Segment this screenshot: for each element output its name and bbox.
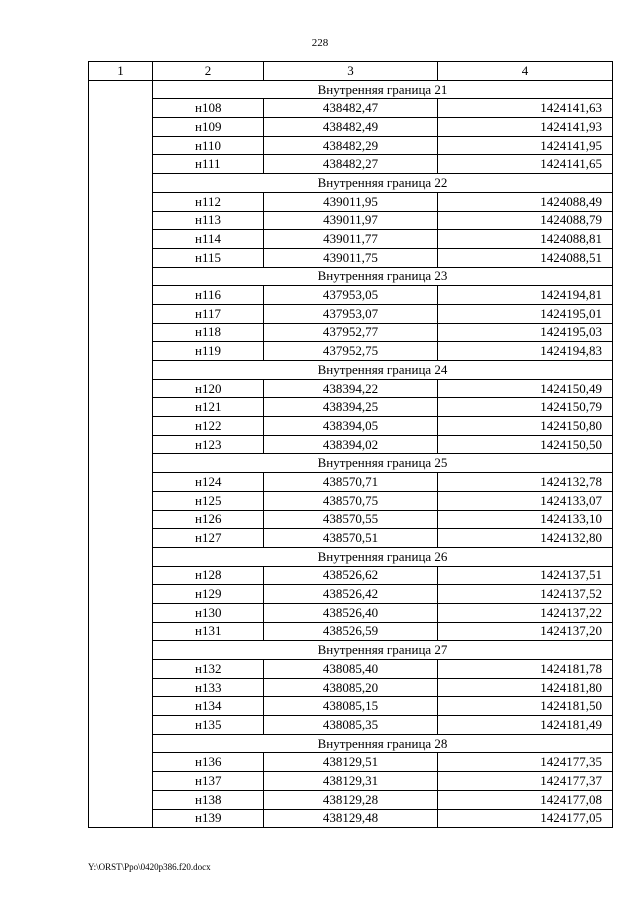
table-row	[89, 155, 613, 174]
coord-x-cell: 439011,95	[264, 192, 438, 211]
coord-x-cell: 438482,27	[264, 155, 438, 174]
point-id-cell: н121	[153, 398, 264, 417]
coord-x-cell: 438085,40	[264, 660, 438, 679]
coord-y-cell: 1424181,78	[438, 660, 613, 679]
coord-y-cell: 1424132,80	[438, 529, 613, 548]
section-row	[89, 361, 613, 380]
point-id-cell: н129	[153, 585, 264, 604]
table-row	[89, 809, 613, 828]
point-id-cell: н109	[153, 118, 264, 137]
point-id-cell: н133	[153, 678, 264, 697]
coord-x-cell: 438482,49	[264, 118, 438, 137]
point-id-cell: н122	[153, 417, 264, 436]
coord-x-cell: 438526,62	[264, 566, 438, 585]
point-id-cell: н111	[153, 155, 264, 174]
point-id-cell: н137	[153, 772, 264, 791]
coord-y-cell: 1424150,80	[438, 417, 613, 436]
table-row	[89, 192, 613, 211]
coord-x-cell: 439011,97	[264, 211, 438, 230]
coord-x-cell: 438085,15	[264, 697, 438, 716]
coord-y-cell: 1424133,07	[438, 491, 613, 510]
coord-x-cell: 437953,07	[264, 304, 438, 323]
coord-y-cell: 1424181,49	[438, 716, 613, 735]
coord-y-cell: 1424137,22	[438, 603, 613, 622]
coord-x-cell: 438129,31	[264, 772, 438, 791]
section-row	[89, 734, 613, 753]
header-col-2: 2	[153, 62, 264, 81]
table-row	[89, 697, 613, 716]
coord-y-cell: 1424141,63	[438, 99, 613, 118]
coord-y-cell: 1424194,83	[438, 342, 613, 361]
point-id-cell: н117	[153, 304, 264, 323]
coord-x-cell: 438394,05	[264, 417, 438, 436]
section-row	[89, 80, 613, 99]
point-id-cell: н120	[153, 379, 264, 398]
table-row	[89, 99, 613, 118]
coord-x-cell: 437952,77	[264, 323, 438, 342]
file-path-footer: Y:\ORST\Ppo\0420p386.f20.docx	[88, 862, 211, 872]
coord-y-cell: 1424137,52	[438, 585, 613, 604]
point-id-cell: н134	[153, 697, 264, 716]
coord-x-cell: 438394,02	[264, 435, 438, 454]
section-row	[89, 454, 613, 473]
section-title: Внутренняя граница 28	[153, 734, 613, 753]
coord-y-cell: 1424150,50	[438, 435, 613, 454]
coord-x-cell: 438129,28	[264, 790, 438, 809]
coord-x-cell: 438570,71	[264, 473, 438, 492]
point-id-cell: н128	[153, 566, 264, 585]
point-id-cell: н126	[153, 510, 264, 529]
page-number: 228	[311, 37, 329, 49]
coord-y-cell: 1424181,50	[438, 697, 613, 716]
section-title: Внутренняя граница 25	[153, 454, 613, 473]
coord-y-cell: 1424133,10	[438, 510, 613, 529]
coord-x-cell: 438526,59	[264, 622, 438, 641]
point-id-cell: н139	[153, 809, 264, 828]
point-id-cell: н124	[153, 473, 264, 492]
coord-y-cell: 1424088,49	[438, 192, 613, 211]
coord-y-cell: 1424195,01	[438, 304, 613, 323]
coord-x-cell: 438085,35	[264, 716, 438, 735]
coord-x-cell: 438394,25	[264, 398, 438, 417]
table-row	[89, 136, 613, 155]
table-row	[89, 772, 613, 791]
coord-x-cell: 438085,20	[264, 678, 438, 697]
coord-x-cell: 438570,55	[264, 510, 438, 529]
table-row	[89, 211, 613, 230]
section-row	[89, 267, 613, 286]
table-row	[89, 286, 613, 305]
table-row	[89, 491, 613, 510]
table-row	[89, 603, 613, 622]
table-row	[89, 566, 613, 585]
point-id-cell: н131	[153, 622, 264, 641]
coord-y-cell: 1424195,03	[438, 323, 613, 342]
table-header-row	[89, 62, 613, 81]
coord-y-cell: 1424177,08	[438, 790, 613, 809]
table-row	[89, 753, 613, 772]
table-row	[89, 118, 613, 137]
table-row	[89, 529, 613, 548]
table-row	[89, 510, 613, 529]
point-id-cell: н116	[153, 286, 264, 305]
coord-x-cell: 437952,75	[264, 342, 438, 361]
coord-y-cell: 1424132,78	[438, 473, 613, 492]
table-row	[89, 248, 613, 267]
coord-y-cell: 1424194,81	[438, 286, 613, 305]
section-title: Внутренняя граница 26	[153, 547, 613, 566]
coord-y-cell: 1424088,81	[438, 230, 613, 249]
coord-x-cell: 438526,40	[264, 603, 438, 622]
header-col-4: 4	[438, 62, 613, 81]
section-title: Внутренняя граница 22	[153, 174, 613, 193]
section-title: Внутренняя граница 23	[153, 267, 613, 286]
table-row	[89, 304, 613, 323]
coord-y-cell: 1424141,95	[438, 136, 613, 155]
coord-x-cell: 439011,77	[264, 230, 438, 249]
point-id-cell: н138	[153, 790, 264, 809]
point-id-cell: н108	[153, 99, 264, 118]
table-row	[89, 790, 613, 809]
coord-x-cell: 438570,51	[264, 529, 438, 548]
point-id-cell: н119	[153, 342, 264, 361]
coord-x-cell: 438129,51	[264, 753, 438, 772]
coord-x-cell: 438570,75	[264, 491, 438, 510]
coord-y-cell: 1424141,93	[438, 118, 613, 137]
coord-y-cell: 1424088,79	[438, 211, 613, 230]
coord-y-cell: 1424181,80	[438, 678, 613, 697]
table-row	[89, 342, 613, 361]
table-row	[89, 660, 613, 679]
table-row	[89, 622, 613, 641]
coord-y-cell: 1424088,51	[438, 248, 613, 267]
coord-x-cell: 438394,22	[264, 379, 438, 398]
table-row	[89, 417, 613, 436]
coord-y-cell: 1424177,05	[438, 809, 613, 828]
table-row	[89, 398, 613, 417]
coordinates-table	[88, 61, 613, 828]
point-id-cell: н127	[153, 529, 264, 548]
point-id-cell: н135	[153, 716, 264, 735]
coord-y-cell: 1424177,35	[438, 753, 613, 772]
coord-y-cell: 1424150,49	[438, 379, 613, 398]
point-id-cell: н125	[153, 491, 264, 510]
coord-x-cell: 438482,29	[264, 136, 438, 155]
table-row	[89, 473, 613, 492]
table-body	[89, 62, 613, 828]
point-id-cell: н118	[153, 323, 264, 342]
table-row	[89, 379, 613, 398]
coord-x-cell: 438482,47	[264, 99, 438, 118]
table-row	[89, 585, 613, 604]
point-id-cell: н112	[153, 192, 264, 211]
point-id-cell: н132	[153, 660, 264, 679]
point-id-cell: н110	[153, 136, 264, 155]
coord-x-cell: 439011,75	[264, 248, 438, 267]
coord-y-cell: 1424141,65	[438, 155, 613, 174]
table-row	[89, 323, 613, 342]
point-id-cell: н113	[153, 211, 264, 230]
coord-x-cell: 438129,48	[264, 809, 438, 828]
point-id-cell: н115	[153, 248, 264, 267]
section-row	[89, 547, 613, 566]
section-row	[89, 641, 613, 660]
coord-y-cell: 1424137,20	[438, 622, 613, 641]
section-title: Внутренняя граница 21	[153, 80, 613, 99]
section-title: Внутренняя граница 27	[153, 641, 613, 660]
coord-y-cell: 1424137,51	[438, 566, 613, 585]
header-col-3: 3	[264, 62, 438, 81]
coord-y-cell: 1424177,37	[438, 772, 613, 791]
section-title: Внутренняя граница 24	[153, 361, 613, 380]
point-id-cell: н114	[153, 230, 264, 249]
table-row	[89, 716, 613, 735]
point-id-cell: н123	[153, 435, 264, 454]
section-row	[89, 174, 613, 193]
col-1-empty-cell	[89, 80, 153, 828]
coord-y-cell: 1424150,79	[438, 398, 613, 417]
header-col-1: 1	[89, 62, 153, 81]
table-row	[89, 678, 613, 697]
point-id-cell: н130	[153, 603, 264, 622]
coord-x-cell: 438526,42	[264, 585, 438, 604]
point-id-cell: н136	[153, 753, 264, 772]
coord-x-cell: 437953,05	[264, 286, 438, 305]
table-row	[89, 230, 613, 249]
table-row	[89, 435, 613, 454]
